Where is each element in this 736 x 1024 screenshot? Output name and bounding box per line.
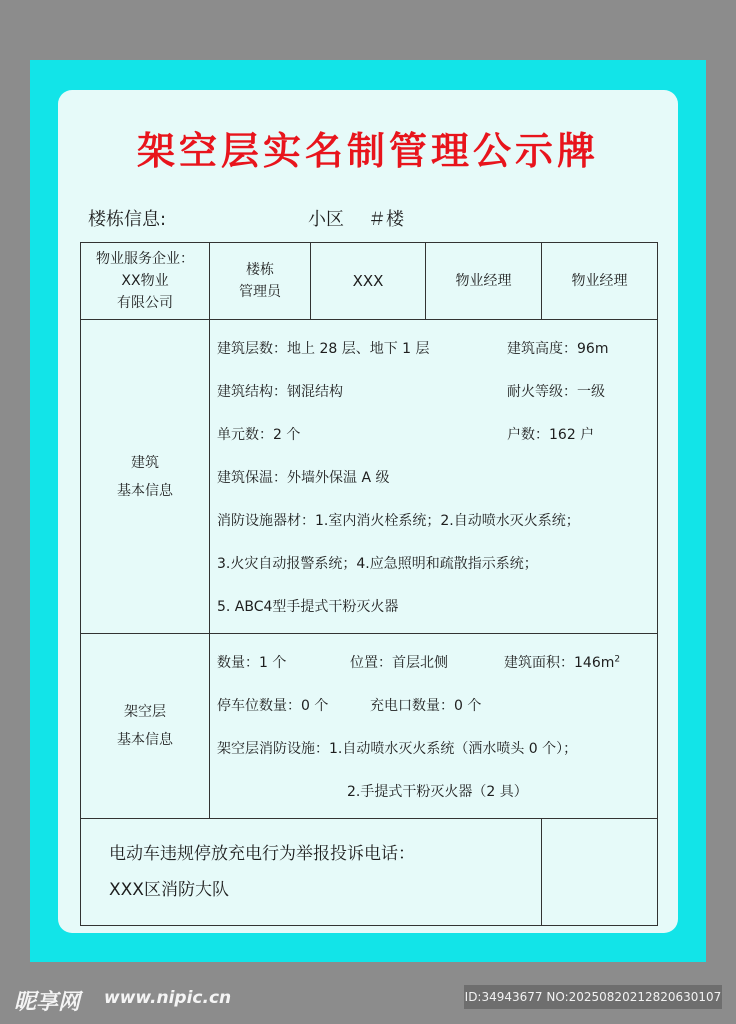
building-label-line1: 建筑 (131, 454, 159, 471)
building-section-label (81, 320, 210, 634)
image-id-badge: ID:34943677 NO:20250820212820630107 (464, 985, 722, 1009)
units-line (217, 412, 657, 455)
building-label-line2: 基本信息 (117, 482, 173, 499)
stilt-area-value: 建筑面积：146m (504, 654, 615, 671)
community-label: 小区 (308, 209, 344, 230)
watermark-url: www.nipic.cn (104, 988, 232, 1008)
building-info-label: 楼栋信息: (88, 209, 167, 230)
stilt-location-text: 位置：首层北侧 (350, 654, 448, 671)
fire-equipment-line-3: 5. ABC4型手提式干粉灭火器 (217, 598, 399, 615)
fire-equipment-line-2: 3.火灾自动报警系统；4.应急照明和疏散指示系统； (217, 555, 538, 572)
stilt-count-line (217, 640, 657, 683)
floors-text: 建筑层数：地上 28 层、地下 1 层 (217, 340, 430, 357)
watermark-logo: 昵享网 (14, 990, 81, 1015)
structure-text: 建筑结构：钢混结构 (217, 383, 343, 400)
stilt-fire-line-2: 2.手提式干粉灭火器（2 具） (347, 783, 528, 800)
contact-blank-cell (542, 819, 658, 926)
manager-label-line1: 楼栋 (246, 262, 274, 278)
contact-cell (81, 819, 542, 926)
fire-equipment-line-1: 消防设施器材：1.室内消火栓系统；2.自动喷水灭火系统； (217, 512, 580, 529)
building-details (210, 320, 658, 634)
company-label: 物业服务企业： (96, 251, 194, 267)
stilt-area-sup: 2 (614, 653, 621, 664)
parking-text: 停车位数量：0 个 (217, 697, 329, 714)
stilt-label-line1: 架空层 (124, 704, 166, 720)
role-cell-1: 物业经理 (426, 243, 542, 320)
building-number-label: ＃楼 (368, 209, 404, 230)
stilt-section-label (81, 634, 210, 819)
header-row (81, 243, 658, 320)
building-section-row (81, 320, 658, 634)
parking-line (217, 683, 657, 726)
company-name-suffix: 有限公司 (117, 295, 173, 311)
sign-title: 架空层实名制管理公示牌 (136, 128, 599, 173)
contact-row (81, 819, 658, 926)
company-cell (81, 243, 210, 320)
manager-label-line2: 管理员 (239, 284, 281, 300)
structure-line (217, 369, 657, 412)
contact-line-1: 电动车违规停放充电行为举报投诉电话： (109, 844, 415, 864)
stilt-section-row (81, 634, 658, 819)
stilt-label-line2: 基本信息 (117, 732, 173, 748)
company-name: XX物业 (121, 273, 169, 289)
stilt-fire-line-1: 架空层消防设施：1.自动喷水灭火系统（洒水喷头 0 个）； (217, 740, 578, 757)
floors-line (217, 326, 657, 369)
stilt-count-text: 数量：1 个 (217, 654, 287, 671)
households-text: 户数：162 户 (507, 426, 595, 443)
info-table (80, 242, 658, 926)
insulation-line: 建筑保温：外墙外保温 A 级 (217, 469, 390, 486)
charging-text: 充电口数量：0 个 (370, 697, 482, 714)
contact-line-2: XXX区消防大队 (109, 880, 229, 900)
stilt-area-text (504, 652, 620, 672)
role-cell-2: 物业经理 (542, 243, 658, 320)
height-text: 建筑高度：96m (507, 340, 609, 357)
fire-rating-text: 耐火等级：一级 (507, 383, 605, 400)
manager-name: XXX (311, 243, 426, 320)
units-text: 单元数：2 个 (217, 426, 301, 443)
stilt-details (210, 634, 658, 819)
manager-label-cell (210, 243, 311, 320)
